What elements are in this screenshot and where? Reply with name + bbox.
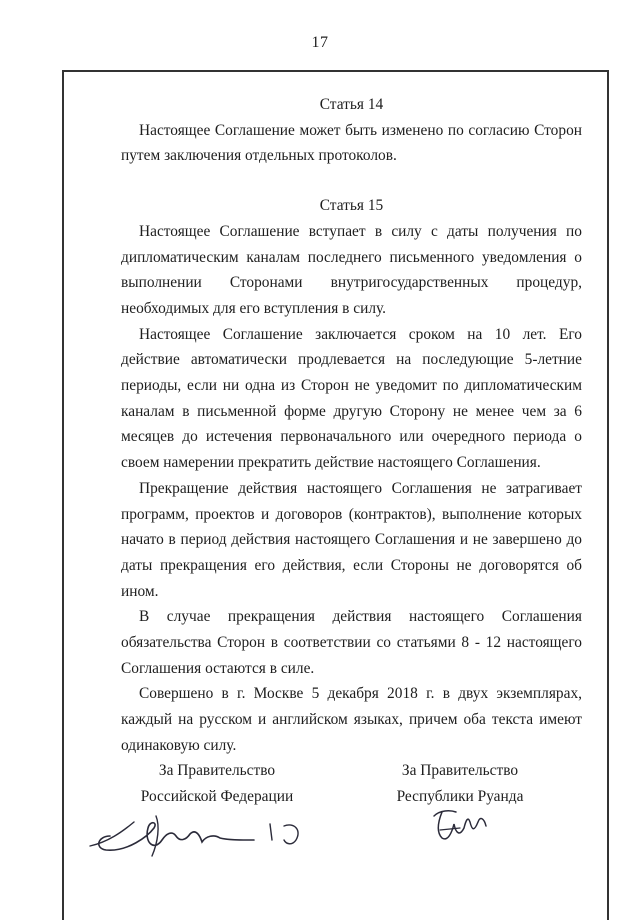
article-15-paragraph-4: В случае прекращения действия настоящего Соглашения обязательства Сторон в соответствии со статьями 8 - 12 настоящего Соглашения остаются в силе. [121,608,582,677]
handwritten-signature-left [88,806,310,870]
section-spacer [121,169,582,193]
signatory-line-2: Республики Руанда [396,788,524,805]
signatory-line-1: За Правительство [158,762,276,779]
signature-block-russia [122,758,312,810]
article-14-paragraph-1: Настоящее Соглашение может быть изменено по согласию Сторон путем заключения отдельных протоколов. [121,121,582,165]
signature-block-rwanda [380,758,540,810]
article-15-paragraph-2: Настоящее Соглашение заключается сроком на 10 лет. Его действие автоматически продлевается на последующие 5-летние периоды, если ни одна из Сторон не уведомит по дипломатическим каналам в письменной форме другую Сторону не менее чем за 6 месяцев до истечения первоначального или очередного периода о своем намерении прекратить действие настоящего Соглашения. [121,325,582,472]
signatory-line-2: Российской Федерации [140,788,294,805]
article-15-paragraph-5: Совершено в г. Москве 5 декабря 2018 г. в двух экземплярах, каждый на русском и английском языках, причем оба текста имеют одинаковую силу. [121,685,582,754]
document-body [121,92,582,759]
article-15-paragraph-1: Настоящее Соглашение вступает в силу с даты получения по дипломатическим каналам последнего письменного уведомления о выполнении Сторонами внутригосударственных процедур, необходимых для его вступления в силу. [121,222,582,317]
article-15-paragraph-3: Прекращение действия настоящего Соглашения не затрагивает программ, проектов и договоров (контрактов), выполнение которых начато в период действия настоящего Соглашения и не завершено до даты прекращения его действия, если Стороны не договорятся об ином. [121,479,582,600]
article-14-title: Статья 14 [319,96,384,113]
handwritten-signature-right [430,806,492,844]
signatory-line-1: За Правительство [401,762,519,779]
page-number: 17 [311,34,329,51]
article-15-title: Статья 15 [319,197,384,215]
